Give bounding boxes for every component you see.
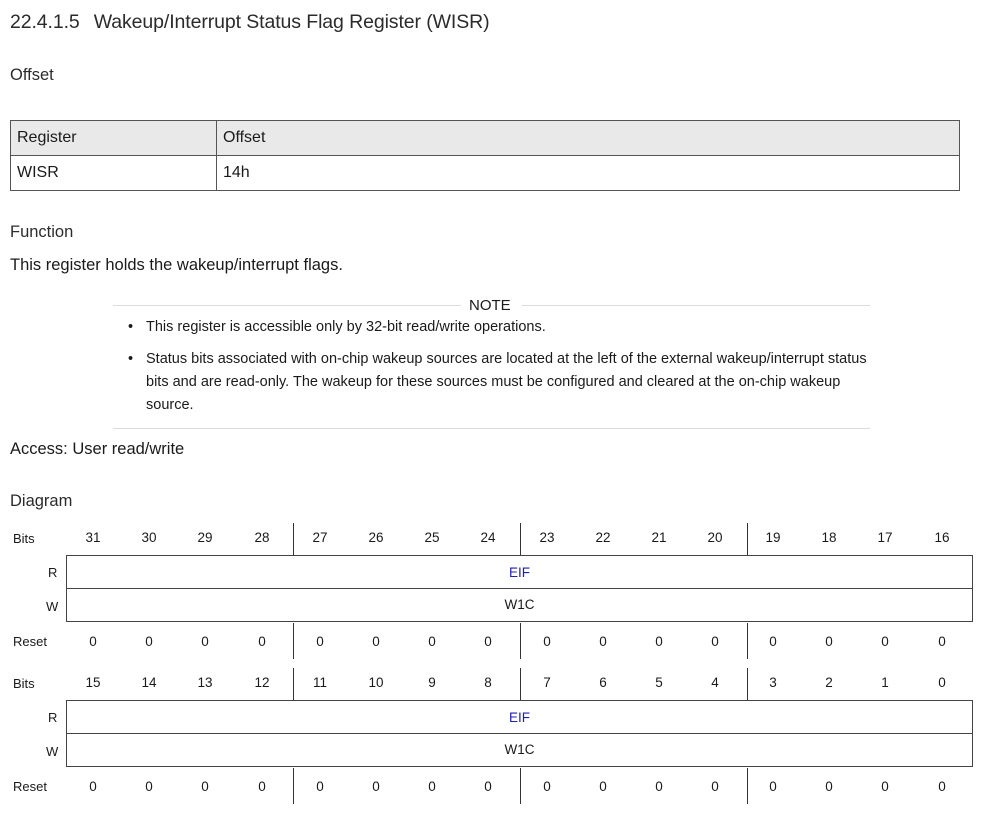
- reset-value: 0: [201, 634, 209, 649]
- bullet-icon: •: [128, 351, 134, 367]
- section-title: [10, 11, 490, 34]
- offset-table: [10, 120, 960, 191]
- bit-number: 19: [765, 530, 781, 545]
- read-label: R: [48, 565, 58, 580]
- bit-number: 7: [543, 675, 551, 690]
- bit-number: 12: [254, 675, 270, 690]
- write-label: W: [46, 744, 59, 759]
- write-field: W1C: [66, 733, 973, 767]
- bit-number: 23: [539, 530, 555, 545]
- offset-cell-register: WISR: [11, 156, 217, 191]
- bit-number: 28: [254, 530, 270, 545]
- reset-value: 0: [825, 779, 833, 794]
- note-item-text: Status bits associated with on-chip wakeup sources are located at the left of the external wakeup/interrupt status bits and are read-only. The wakeup for these sources must be configured and cleared at the on-chip wakeup source.: [146, 351, 867, 413]
- function-text: This register holds the wakeup/interrupt flags.: [10, 256, 343, 274]
- reset-value: 0: [89, 634, 97, 649]
- bit-number: 20: [707, 530, 723, 545]
- bit-number: 31: [85, 530, 101, 545]
- write-field: W1C: [66, 588, 973, 622]
- reset-value: 0: [711, 634, 719, 649]
- reset-value: 0: [372, 634, 380, 649]
- offset-header-register: Register: [11, 121, 217, 156]
- reset-label: Reset: [13, 779, 47, 794]
- reset-value: 0: [428, 779, 436, 794]
- nibble-separator: [747, 668, 748, 700]
- reset-value: 0: [938, 634, 946, 649]
- bit-number: 24: [480, 530, 496, 545]
- reset-value: 0: [89, 779, 97, 794]
- bits-label: Bits: [13, 531, 35, 546]
- offset-header-offset: Offset: [217, 121, 960, 156]
- reset-value: 0: [258, 634, 266, 649]
- reset-value: 0: [711, 779, 719, 794]
- note-title: NOTE: [469, 297, 511, 314]
- reset-value: 0: [825, 634, 833, 649]
- note-item: [128, 348, 873, 417]
- reset-value: 0: [543, 634, 551, 649]
- reset-value: 0: [881, 779, 889, 794]
- reset-value: 0: [769, 634, 777, 649]
- bit-number: 8: [484, 675, 492, 690]
- note-rule-bottom: [113, 428, 870, 429]
- nibble-separator: [293, 668, 294, 700]
- bit-number: 0: [938, 675, 946, 690]
- reset-value: 0: [543, 779, 551, 794]
- bit-number: 2: [825, 675, 833, 690]
- note-item-text: This register is accessible only by 32-bit read/write operations.: [146, 319, 546, 335]
- function-heading: Function: [10, 223, 74, 241]
- section-title-text: Wakeup/Interrupt Status Flag Register (WISR): [93, 11, 490, 33]
- bit-number: 9: [428, 675, 436, 690]
- bits-label: Bits: [13, 676, 35, 691]
- diagram-heading: Diagram: [10, 492, 73, 510]
- read-field: EIF: [66, 555, 973, 589]
- reset-value: 0: [599, 634, 607, 649]
- nibble-separator: [293, 623, 294, 659]
- offset-table-row: [11, 156, 960, 191]
- bullet-icon: •: [128, 319, 134, 335]
- reset-value: 0: [316, 634, 324, 649]
- note-item: [128, 316, 873, 339]
- offset-table-header: [11, 121, 960, 156]
- read-field: EIF: [66, 700, 973, 734]
- bit-number: 11: [312, 675, 327, 690]
- reset-value: 0: [372, 779, 380, 794]
- bit-number: 30: [141, 530, 157, 545]
- nibble-separator: [520, 523, 521, 555]
- reset-value: 0: [484, 779, 492, 794]
- reset-value: 0: [938, 779, 946, 794]
- nibble-separator: [293, 768, 294, 804]
- reset-value: 0: [655, 634, 663, 649]
- bit-number: 13: [197, 675, 213, 690]
- nibble-separator: [520, 768, 521, 804]
- offset-cell-offset: 14h: [217, 156, 960, 191]
- nibble-separator: [520, 623, 521, 659]
- bit-number: 26: [368, 530, 384, 545]
- bit-number: 27: [312, 530, 328, 545]
- bit-number: 10: [368, 675, 384, 690]
- access-text: Access: User read/write: [10, 440, 185, 458]
- bit-number: 17: [877, 530, 893, 545]
- bit-number: 16: [934, 530, 950, 545]
- bit-number: 18: [821, 530, 837, 545]
- reset-value: 0: [258, 779, 266, 794]
- note-rule-left: [113, 305, 461, 306]
- reset-value: 0: [428, 634, 436, 649]
- reset-value: 0: [145, 779, 153, 794]
- note-rule-right: [522, 305, 870, 306]
- bit-number: 29: [197, 530, 213, 545]
- reset-value: 0: [201, 779, 209, 794]
- reset-value: 0: [655, 779, 663, 794]
- offset-heading: Offset: [10, 66, 54, 84]
- nibble-separator: [747, 523, 748, 555]
- reset-value: 0: [599, 779, 607, 794]
- bit-number: 25: [424, 530, 440, 545]
- bit-number: 15: [85, 675, 101, 690]
- nibble-separator: [293, 523, 294, 555]
- bit-number: 14: [141, 675, 157, 690]
- nibble-separator: [747, 623, 748, 659]
- write-label: W: [46, 599, 59, 614]
- reset-label: Reset: [13, 634, 47, 649]
- bit-number: 4: [711, 675, 719, 690]
- nibble-separator: [520, 668, 521, 700]
- reset-value: 0: [769, 779, 777, 794]
- bit-number: 21: [651, 530, 667, 545]
- read-label: R: [48, 710, 58, 725]
- bit-number: 3: [769, 675, 777, 690]
- reset-value: 0: [316, 779, 324, 794]
- bit-number: 22: [595, 530, 611, 545]
- nibble-separator: [747, 768, 748, 804]
- reset-value: 0: [881, 634, 889, 649]
- reset-value: 0: [145, 634, 153, 649]
- bit-number: 1: [881, 675, 889, 690]
- section-number: 22.4.1.5: [10, 11, 80, 33]
- bit-number: 5: [655, 675, 663, 690]
- reset-value: 0: [484, 634, 492, 649]
- bit-number: 6: [599, 675, 607, 690]
